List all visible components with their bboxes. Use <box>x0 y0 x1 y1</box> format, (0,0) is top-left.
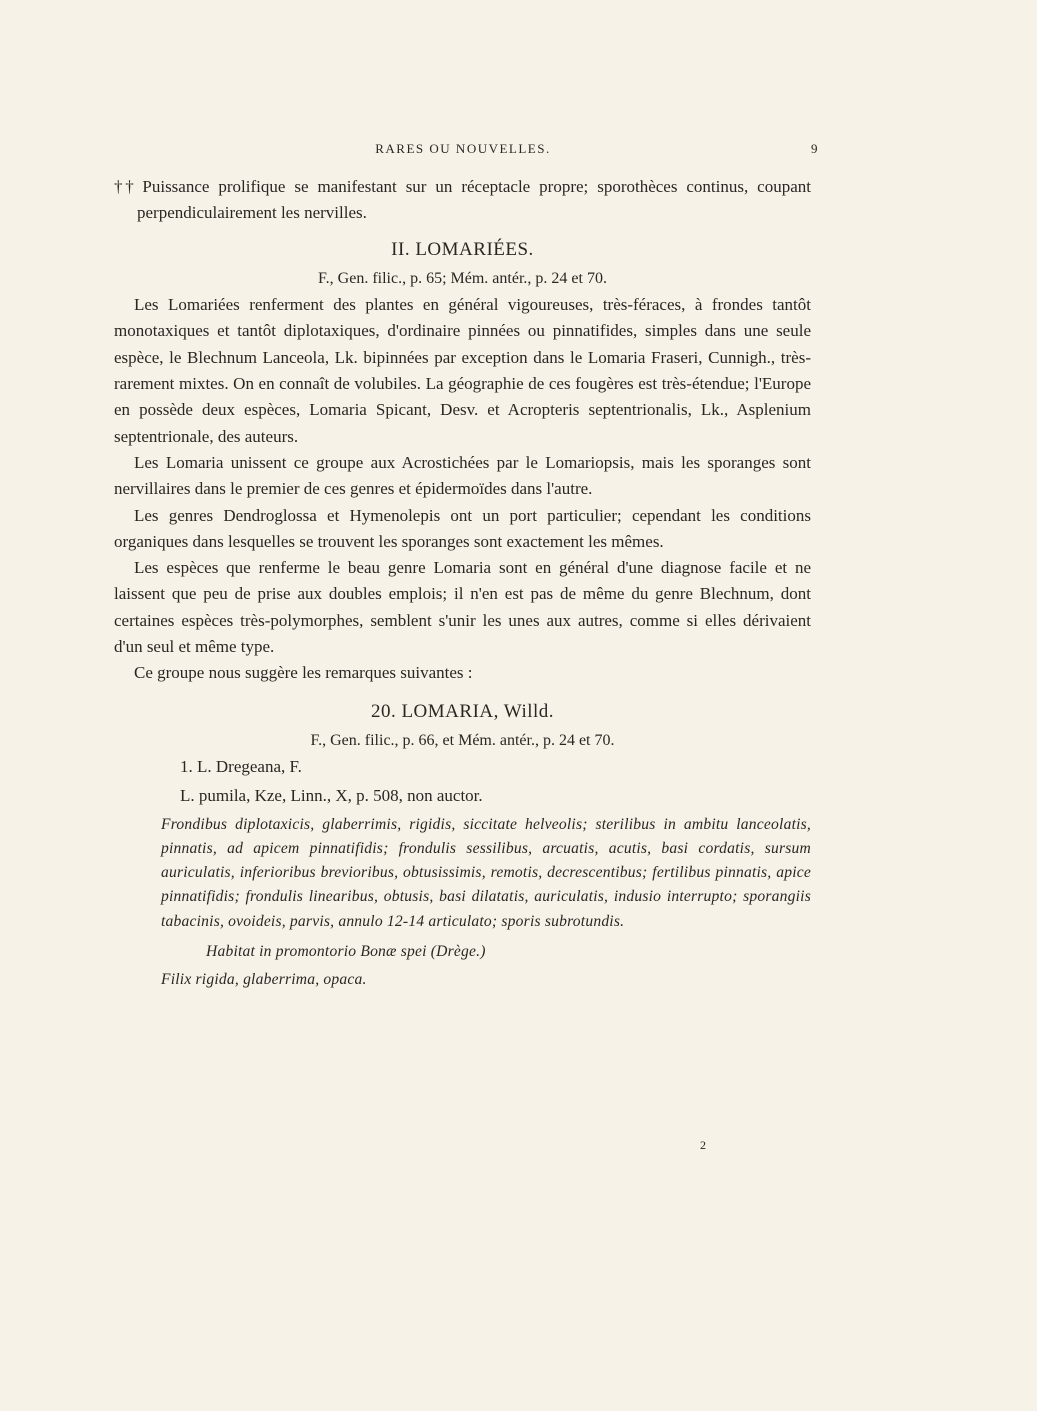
section-reference: F., Gen. filic., p. 65; Mém. antér., p. 24 et 70. <box>318 269 607 287</box>
double-dagger-marker: †† <box>114 177 137 196</box>
page-number: 9 <box>811 141 819 156</box>
genus-reference: F., Gen. filic., p. 66, et Mém. antér., p. 24 et 70. <box>310 731 615 749</box>
species-habitat: Habitat in promontorio Bonæ spei (Drège.) <box>206 942 486 960</box>
species-note: Filix rigida, glaberrima, opaca. <box>161 971 367 989</box>
intro-text: Puissance prolifique se manifestant sur un réceptacle propre; sporothèces continus, coupant perpendiculairement les nervilles. <box>137 177 811 223</box>
species-name: 1. L. Dregeana, F. <box>180 757 302 777</box>
section-paragraph-4: Les espèces que renferme le beau genre Lomaria sont en général d'une diagnose facile et ne laissent que peu de prise aux doubles emplois; il n'en est pas de même du genre Blechnum, dont certaines espèces très-polymorphes, semblent s'unir les unes aux autres, comme si elles dérivaient d'un seul et même type. <box>114 558 811 657</box>
section-paragraph-1: Les Lomariées renferment des plantes en général vigoureuses, très-féraces, à frondes tantôt monotaxiques et tantôt diplotaxiques, d'ordinaire pinnées ou pinnatifides, simples dans une seule espèce, le Blechnum Lanceola, Lk. bipinnées par exception dans le Lomaria Fraseri, Cunnigh., très-rarement mixtes. On en connaît de volubiles. La géographie de ces fougères est très-étendue; l'Europe en possède deux espèces, Lomaria Spicant, Desv. et Acropteris septentrionalis, Lk., Asplenium septentrionale, des auteurs. <box>114 295 811 446</box>
section-paragraph-2: Les Lomaria unissent ce groupe aux Acrostichées par le Lomariopsis, mais les sporanges sont nervillaires dans le premier de ces genres et épidermoïdes dans l'autre. <box>114 452 811 499</box>
page-body <box>114 174 811 992</box>
genus-title: 20. LOMARIA, Willd. <box>370 700 555 722</box>
running-title: RARES OU NOUVELLES. <box>375 141 551 156</box>
page-header <box>0 141 1037 161</box>
signature-mark: 2 <box>700 1138 706 1152</box>
intro-paragraph <box>114 174 811 227</box>
section-paragraph-5: Ce groupe nous suggère les remarques suivantes : <box>134 663 473 683</box>
species-synonym: L. pumila, Kze, Linn., X, p. 508, non auctor. <box>180 785 483 805</box>
species-description: Frondibus diplotaxicis, glaberrimis, rigidis, siccitate helveolis; sterilibus in ambitu lanceolatis, pinnatis, ad apicem pinnatifidis; frondulis sessilibus, arcuatis, acutis, basi cordatis, sursum auriculatis, inferioribus brevioribus, obtusissimis, remotis, decrescentibus; fertilibus pinnatis, apice pinnatifidis; frondulis linearibus, obtusis, basi dilatatis, auriculatis, indusio interrupto; sporangiis tabacinis, ovoideis, parvis, annulo 12-14 articulato; sporis subrotundis. <box>161 815 811 930</box>
section-paragraph-3: Les genres Dendroglossa et Hymenolepis ont un port particulier; cependant les conditions organiques dans lesquelles se trouvent les sporanges sont exactement les mêmes. <box>114 505 811 551</box>
section-title: II. LOMARIÉES. <box>391 238 534 260</box>
